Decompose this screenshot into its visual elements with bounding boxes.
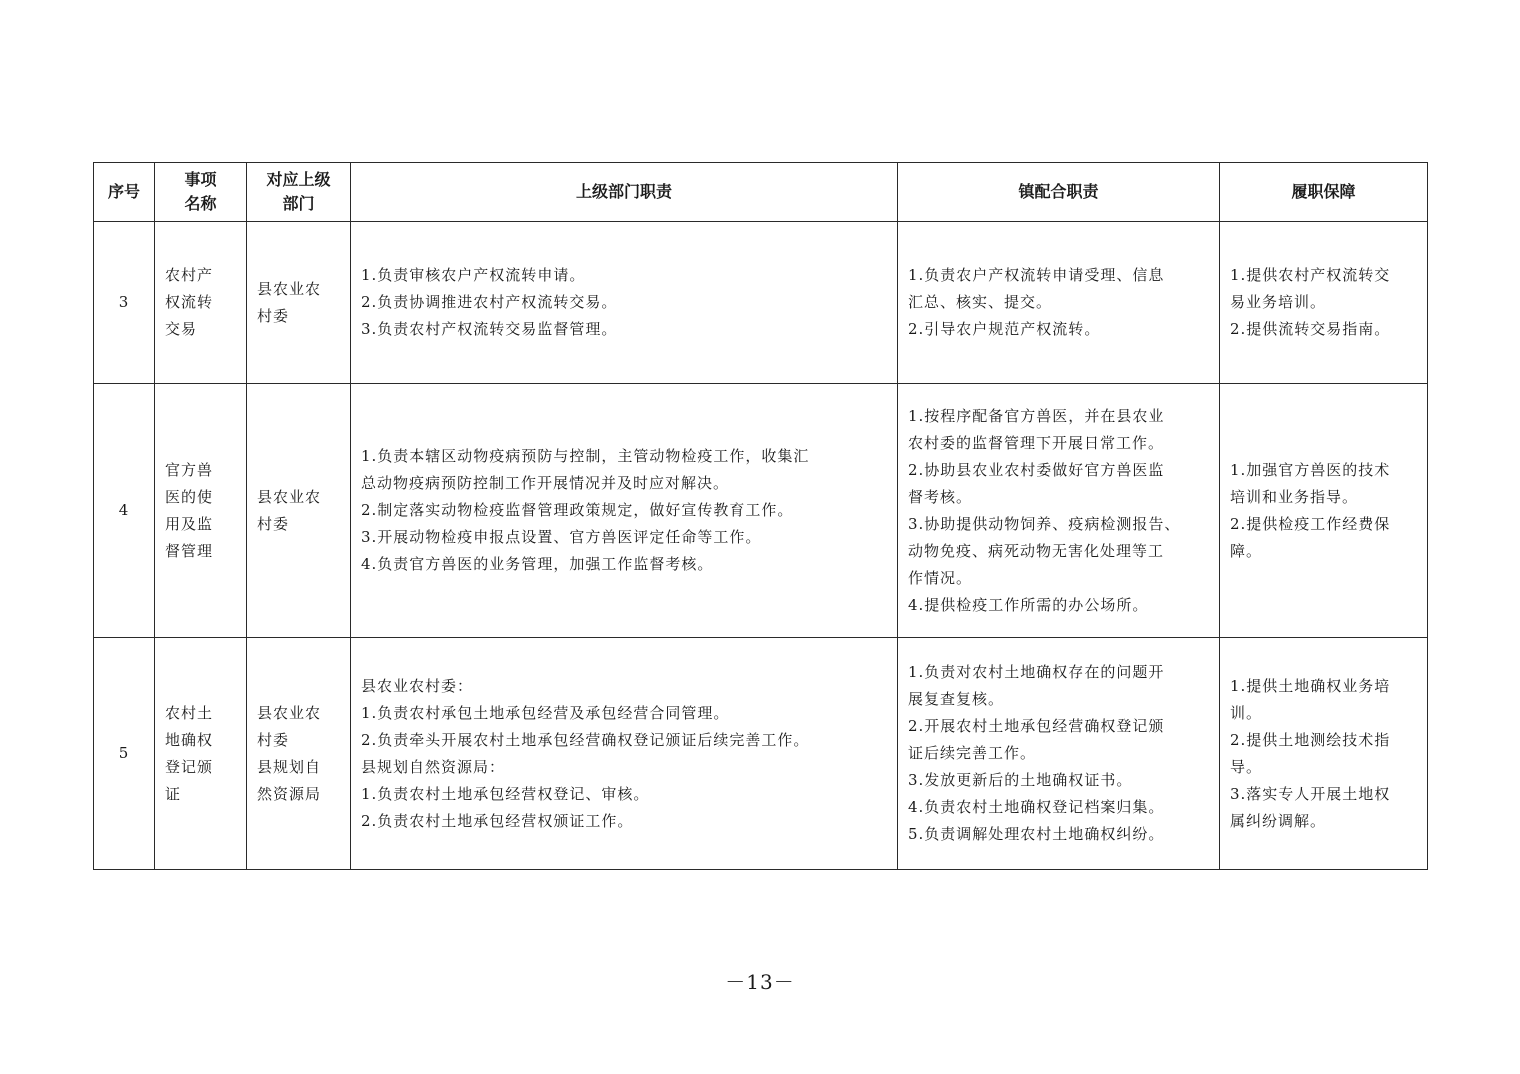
cell-item-name <box>155 638 247 870</box>
text-line: 培训和业务指导。 <box>1230 487 1359 506</box>
text-line: 2.引导农户规范产权流转。 <box>908 320 1101 338</box>
cell-town-duties <box>898 222 1220 384</box>
text-line: 村委 <box>257 730 290 749</box>
text-line: 农村土 <box>165 703 214 722</box>
header-dept-line: 对应上级 <box>266 170 331 189</box>
text-line: 2.制定落实动物检疫监督管理政策规定，做好宣传教育工作。 <box>361 501 794 519</box>
text-line: 3.负责农村产权流转交易监督管理。 <box>361 320 618 338</box>
table-row <box>94 638 1428 870</box>
text-line: 2.协助县农业农村委做好官方兽医监 <box>908 460 1165 479</box>
text-line: 障。 <box>1230 541 1263 560</box>
text-line: 督考核。 <box>908 487 973 506</box>
text-line: 3.协助提供动物饲养、疫病检测报告、 <box>908 514 1181 533</box>
text-line: 2.提供土地测绘技术指 <box>1230 730 1391 749</box>
text-line: 证 <box>165 784 182 803</box>
text-line: 展复查复核。 <box>908 690 1005 708</box>
cell-item-name <box>155 222 247 384</box>
text-line: 2.提供检疫工作经费保 <box>1230 514 1391 533</box>
text-line: 导。 <box>1230 757 1263 776</box>
text-line: 属纠纷调解。 <box>1230 811 1327 830</box>
text-line: 总动物疫病预防控制工作开展情况并及时应对解决。 <box>361 474 730 492</box>
text-line: 1.负责本辖区动物疫病预防与控制，主管动物检疫工作，收集汇 <box>361 447 810 465</box>
text-line: 县农业农 <box>257 487 322 506</box>
text-line: 农村委的监督管理下开展日常工作。 <box>908 433 1165 452</box>
text-line: 县农业农村委： <box>361 676 474 695</box>
text-line: 4.负责官方兽医的业务管理，加强工作监督考核。 <box>361 555 714 573</box>
text-line: 4.提供检疫工作所需的办公场所。 <box>908 595 1149 614</box>
text-line: 5.负责调解处理农村土地确权纠纷。 <box>908 825 1165 843</box>
text-line: 督管理 <box>165 541 214 560</box>
text-line: 汇总、核实、提交。 <box>908 293 1053 311</box>
cell-upper-dept <box>247 638 351 870</box>
text-line: 易业务培训。 <box>1230 293 1327 311</box>
cell-seq: 3 <box>94 222 155 384</box>
text-line: 县农业农 <box>257 703 322 722</box>
text-line: 1.加强官方兽医的技术 <box>1230 460 1391 479</box>
cell-guarantee <box>1220 384 1428 638</box>
table-row <box>94 222 1428 384</box>
cell-upper-duties <box>351 638 898 870</box>
cell-guarantee <box>1220 638 1428 870</box>
text-line: 1.提供农村产权流转交 <box>1230 266 1391 284</box>
text-line: 3.开展动物检疫申报点设置、官方兽医评定任命等工作。 <box>361 528 762 546</box>
text-line: 然资源局 <box>257 784 322 803</box>
table-header-row <box>94 163 1428 222</box>
text-line: 1.提供土地确权业务培 <box>1230 676 1391 695</box>
text-line: 2.开展农村土地承包经营确权登记颁 <box>908 717 1165 735</box>
header-name-line: 事项 <box>184 170 217 189</box>
text-line: 登记颁 <box>165 757 214 776</box>
text-line: 权流转 <box>165 293 214 311</box>
cell-item-name <box>155 384 247 638</box>
text-line: 县规划自然资源局： <box>361 757 506 776</box>
cell-seq: 4 <box>94 384 155 638</box>
text-line: 1.负责农村土地承包经营权登记、审核。 <box>361 784 650 803</box>
cell-upper-dept <box>247 222 351 384</box>
text-line: 4.负责农村土地确权登记档案归集。 <box>908 798 1165 816</box>
text-line: 3.落实专人开展土地权 <box>1230 784 1391 803</box>
duty-table <box>93 162 1428 870</box>
text-line: 训。 <box>1230 703 1263 722</box>
table-row <box>94 384 1428 638</box>
text-line: 2.负责农村土地承包经营权颁证工作。 <box>361 811 634 830</box>
text-line: 2.负责牵头开展农村土地承包经营确权登记颁证后续完善工作。 <box>361 730 810 749</box>
cell-town-duties <box>898 638 1220 870</box>
cell-guarantee <box>1220 222 1428 384</box>
text-line: 2.负责协调推进农村产权流转交易。 <box>361 293 618 311</box>
text-line: 1.负责审核农户产权流转申请。 <box>361 266 586 284</box>
text-line: 作情况。 <box>908 568 973 587</box>
header-dept-line: 部门 <box>282 194 315 213</box>
text-line: 用及监 <box>165 514 214 533</box>
text-line: 村委 <box>257 306 290 325</box>
text-line: 1.负责对农村土地确权存在的问题开 <box>908 663 1165 681</box>
text-line: 证后续完善工作。 <box>908 744 1037 762</box>
text-line: 2.提供流转交易指南。 <box>1230 320 1391 338</box>
text-line: 1.按程序配备官方兽医，并在县农业 <box>908 406 1165 425</box>
text-line: 村委 <box>257 514 290 533</box>
text-line: 1.负责农户产权流转申请受理、信息 <box>908 266 1165 284</box>
text-line: 交易 <box>165 320 198 338</box>
page-number: －13－ <box>725 970 795 994</box>
cell-upper-duties <box>351 222 898 384</box>
text-line: 农村产 <box>165 266 214 284</box>
text-line: 医的使 <box>165 487 214 506</box>
header-dept <box>247 163 351 222</box>
text-line: 动物免疫、病死动物无害化处理等工 <box>908 541 1165 560</box>
text-line: 官方兽 <box>165 460 214 479</box>
text-line: 1.负责农村承包土地承包经营及承包经营合同管理。 <box>361 703 730 722</box>
cell-town-duties <box>898 384 1220 638</box>
header-guarantee: 履职保障 <box>1220 163 1428 222</box>
cell-upper-duties <box>351 384 898 638</box>
header-name <box>155 163 247 222</box>
header-name-line: 名称 <box>184 194 217 213</box>
cell-upper-dept <box>247 384 351 638</box>
text-line: 3.发放更新后的土地确权证书。 <box>908 771 1133 789</box>
text-line: 县规划自 <box>257 757 322 776</box>
header-upper-duties: 上级部门职责 <box>351 163 898 222</box>
text-line: 县农业农 <box>257 279 322 298</box>
cell-seq: 5 <box>94 638 155 870</box>
text-line: 地确权 <box>165 730 214 749</box>
header-seq: 序号 <box>94 163 155 222</box>
header-town-duties: 镇配合职责 <box>898 163 1220 222</box>
